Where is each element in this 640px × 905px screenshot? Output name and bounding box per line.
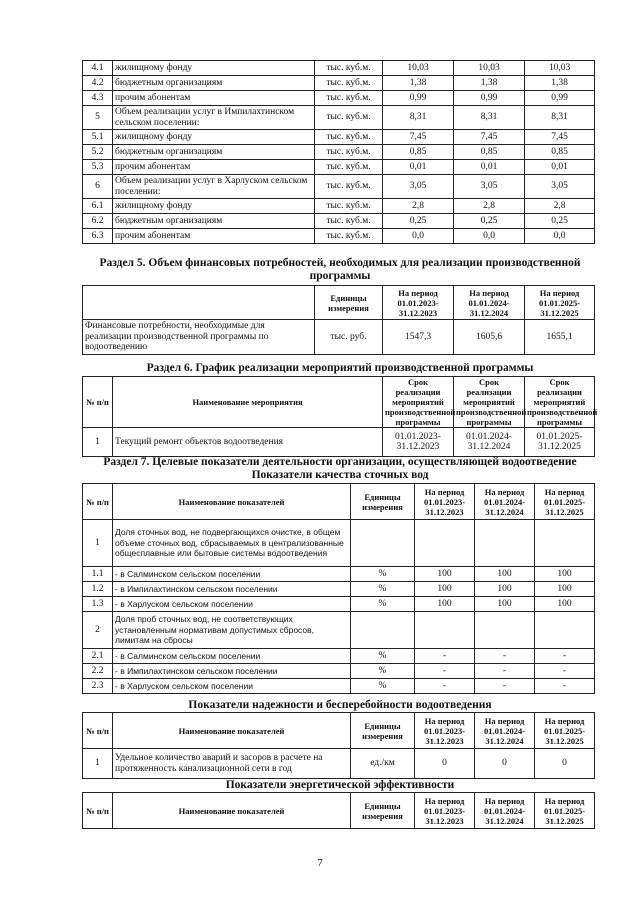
row-no: 1 bbox=[83, 749, 113, 779]
row-value-2024: 0,85 bbox=[454, 145, 525, 160]
row-value-2025: 8,31 bbox=[525, 106, 595, 130]
page-number: 7 bbox=[317, 857, 323, 869]
row-name: Объем реализации услуг в Харлуском сельском поселении: bbox=[113, 175, 315, 199]
row-no: 5.3 bbox=[83, 160, 113, 175]
table-row bbox=[83, 130, 595, 145]
row-value-2024: 100 bbox=[475, 582, 535, 597]
table-row bbox=[83, 106, 595, 130]
period-2025-header: На период 01.01.2025-31.12.2025 bbox=[535, 713, 595, 749]
term-header-3: Срок реализации мероприятий производственной программы bbox=[525, 377, 595, 428]
row-term-2023: 01.01.2023-31.12.2023 bbox=[383, 428, 454, 457]
row-name: - в Импилахтинском сельском поселении bbox=[113, 582, 351, 597]
row-no: 4.1 bbox=[83, 61, 113, 76]
row-value-2023: - bbox=[415, 649, 475, 664]
row-value-2024: - bbox=[475, 649, 535, 664]
row-value-2025: 0 bbox=[535, 749, 595, 779]
row-value-2023: 1547,3 bbox=[383, 320, 454, 355]
row-value-2025: - bbox=[535, 649, 595, 664]
period-2024-header: На период 01.01.2024-31.12.2024 bbox=[475, 713, 535, 749]
row-no: 6.3 bbox=[83, 229, 113, 244]
row-value-2024: - bbox=[475, 664, 535, 679]
period-2025-header: На период 01.01.2025-31.12.2025 bbox=[535, 793, 595, 829]
row-name: - в Салминском сельском поселении bbox=[113, 649, 351, 664]
row-no: 6.2 bbox=[83, 214, 113, 229]
row-value-2023: 100 bbox=[415, 567, 475, 582]
table-row bbox=[83, 175, 595, 199]
row-unit: тыс. куб.м. bbox=[315, 130, 383, 145]
row-no: 5 bbox=[83, 106, 113, 130]
unit-header: Единицы измерения bbox=[315, 286, 383, 320]
period-2023-header: На период 01.01.2023-31.12.2023 bbox=[415, 484, 475, 520]
no-header: № п/п bbox=[83, 377, 113, 428]
row-no: 2.2 bbox=[83, 664, 113, 679]
row-name: - в Импилахтинском сельском поселении bbox=[113, 664, 351, 679]
row-unit: тыс. куб.м. bbox=[315, 160, 383, 175]
row-value-2025: 0,85 bbox=[525, 145, 595, 160]
row-value-2025 bbox=[535, 520, 595, 567]
row-name: прочим абонентам bbox=[113, 229, 315, 244]
period-2023-header: На период 01.01.2023-31.12.2023 bbox=[415, 793, 475, 829]
row-value-2023: 0,0 bbox=[383, 229, 454, 244]
section6-table bbox=[82, 376, 598, 457]
table-row bbox=[83, 229, 595, 244]
row-value-2023: 1,38 bbox=[383, 76, 454, 91]
table-row bbox=[83, 567, 595, 582]
row-term-2025: 01.01.2025-31.12.2025 bbox=[525, 428, 595, 457]
row-name: Текущий ремонт объектов водоотведения bbox=[113, 428, 383, 457]
row-name: жилищному фонду bbox=[113, 130, 315, 145]
row-value-2024: 1,38 bbox=[454, 76, 525, 91]
row-no: 5.2 bbox=[83, 145, 113, 160]
row-value-2025: - bbox=[535, 679, 595, 694]
indicator-name-header: Наименование показателей bbox=[113, 484, 351, 520]
row-unit: % bbox=[351, 664, 415, 679]
volume-table bbox=[82, 60, 595, 244]
section6-title: Раздел 6. График реализации мероприятий производственной программы bbox=[146, 362, 534, 374]
row-unit: тыс. куб.м. bbox=[315, 214, 383, 229]
row-value-2023: 0 bbox=[415, 749, 475, 779]
unit-header: Единицы измерения bbox=[351, 713, 415, 749]
row-no: 1.1 bbox=[83, 567, 113, 582]
row-value-2024: 8,31 bbox=[454, 106, 525, 130]
row-value-2025 bbox=[535, 612, 595, 649]
row-name: - в Харлуском сельском поселении bbox=[113, 679, 351, 694]
row-value-2025: - bbox=[535, 664, 595, 679]
row-value-2025: 1655,1 bbox=[525, 320, 595, 355]
row-no: 4.3 bbox=[83, 91, 113, 106]
period-2024-header: На период 01.01.2024-31.12.2024 bbox=[475, 484, 535, 520]
row-value-2024: 0,25 bbox=[454, 214, 525, 229]
row-value-2024: 100 bbox=[475, 567, 535, 582]
row-unit: тыс. куб.м. bbox=[315, 106, 383, 130]
row-unit: тыс. куб.м. bbox=[315, 175, 383, 199]
row-name: бюджетным организациям bbox=[113, 214, 315, 229]
row-no: 2.1 bbox=[83, 649, 113, 664]
row-name: прочим абонентам bbox=[113, 91, 315, 106]
table-row bbox=[83, 582, 595, 597]
table-row bbox=[83, 649, 595, 664]
table-row bbox=[83, 160, 595, 175]
row-value-2023: - bbox=[415, 664, 475, 679]
table-row bbox=[83, 612, 595, 649]
row-value-2025: 0,0 bbox=[525, 229, 595, 244]
row-value-2024: 2,8 bbox=[454, 199, 525, 214]
section5-title: Раздел 5. Объем финансовых потребностей, необходимых для реализации производственной программы bbox=[99, 257, 581, 282]
energy-subtitle: Показатели энергетической эффективности bbox=[225, 779, 455, 791]
reliability-table bbox=[82, 712, 595, 779]
row-unit: % bbox=[351, 649, 415, 664]
row-no: 1 bbox=[83, 428, 113, 457]
row-value-2024: - bbox=[475, 679, 535, 694]
row-no: 2 bbox=[83, 612, 113, 649]
period-2023-header: На период 01.01.2023-31.12.2023 bbox=[383, 286, 454, 320]
row-value-2024: 100 bbox=[475, 597, 535, 612]
table-row bbox=[83, 91, 595, 106]
row-unit: % bbox=[351, 597, 415, 612]
no-header: № п/п bbox=[83, 713, 113, 749]
row-value-2023: 7,45 bbox=[383, 130, 454, 145]
row-value-2024: 0,0 bbox=[454, 229, 525, 244]
row-value-2025: 0,01 bbox=[525, 160, 595, 175]
row-value-2023: 100 bbox=[415, 597, 475, 612]
table-row bbox=[83, 199, 595, 214]
table-row bbox=[83, 597, 595, 612]
row-no: 6 bbox=[83, 175, 113, 199]
row-value-2024: 10,03 bbox=[454, 61, 525, 76]
row-value-2024 bbox=[475, 520, 535, 567]
row-value-2024: 3,05 bbox=[454, 175, 525, 199]
row-name: Финансовые потребности, необходимые для реализации производственной программы по водоотведению bbox=[83, 320, 315, 355]
energy-table bbox=[82, 792, 595, 829]
period-2025-header: На период 01.01.2025-31.12.2025 bbox=[525, 286, 595, 320]
row-value-2023: 0,01 bbox=[383, 160, 454, 175]
row-term-2024: 01.01.2024-31.12.2024 bbox=[454, 428, 525, 457]
row-name: бюджетным организациям bbox=[113, 145, 315, 160]
term-header-1: Срок реализации мероприятий производственной программы bbox=[383, 377, 454, 428]
row-value-2025: 10,03 bbox=[525, 61, 595, 76]
row-name: - в Салминском сельском поселении bbox=[113, 567, 351, 582]
row-value-2025: 100 bbox=[535, 597, 595, 612]
row-value-2023: 3,05 bbox=[383, 175, 454, 199]
row-unit: ед./км bbox=[351, 749, 415, 779]
measure-name-header: Наименование мероприятия bbox=[113, 377, 383, 428]
row-value-2025: 0,99 bbox=[525, 91, 595, 106]
row-value-2024 bbox=[475, 612, 535, 649]
section5-table bbox=[82, 285, 595, 355]
row-no: 5.1 bbox=[83, 130, 113, 145]
no-header: № п/п bbox=[83, 484, 113, 520]
table-row bbox=[83, 76, 595, 91]
row-value-2025: 3,05 bbox=[525, 175, 595, 199]
table-row bbox=[83, 520, 595, 567]
row-name: бюджетным организациям bbox=[113, 76, 315, 91]
row-value-2024: 0 bbox=[475, 749, 535, 779]
row-value-2023: - bbox=[415, 679, 475, 694]
period-2025-header: На период 01.01.2025-31.12.2025 bbox=[535, 484, 595, 520]
row-value-2024: 0,99 bbox=[454, 91, 525, 106]
period-2023-header: На период 01.01.2023-31.12.2023 bbox=[415, 713, 475, 749]
row-name: - в Харлуском сельском поселении bbox=[113, 597, 351, 612]
table-row bbox=[83, 664, 595, 679]
row-value-2025: 7,45 bbox=[525, 130, 595, 145]
row-value-2025: 0,25 bbox=[525, 214, 595, 229]
row-no: 2.3 bbox=[83, 679, 113, 694]
row-unit: тыс. куб.м. bbox=[315, 199, 383, 214]
period-2024-header: На период 01.01.2024-31.12.2024 bbox=[454, 286, 525, 320]
table-row bbox=[83, 145, 595, 160]
row-name: жилищному фонду bbox=[113, 61, 315, 76]
row-unit: тыс. куб.м. bbox=[315, 76, 383, 91]
row-unit: тыс. куб.м. bbox=[315, 229, 383, 244]
row-value-2024: 0,01 bbox=[454, 160, 525, 175]
row-value-2023: 2,8 bbox=[383, 199, 454, 214]
row-value-2023: 0,25 bbox=[383, 214, 454, 229]
term-header-2: Срок реализации мероприятий производственной программы bbox=[454, 377, 525, 428]
row-value-2023: 0,85 bbox=[383, 145, 454, 160]
row-unit bbox=[351, 520, 415, 567]
row-value-2024: 7,45 bbox=[454, 130, 525, 145]
row-no: 1.2 bbox=[83, 582, 113, 597]
table-row bbox=[83, 214, 595, 229]
row-name: Объем реализации услуг в Импилахтинском сельском поселении: bbox=[113, 106, 315, 130]
row-value-2025: 1,38 bbox=[525, 76, 595, 91]
row-name: жилищному фонду bbox=[113, 199, 315, 214]
row-value-2023: 10,03 bbox=[383, 61, 454, 76]
row-name: Удельное количество аварий и засоров в расчете на протяженность канализационной сети в год bbox=[113, 749, 351, 779]
row-unit: % bbox=[351, 679, 415, 694]
row-unit: % bbox=[351, 567, 415, 582]
row-name: Доля сточных вод, не подвергающихся очистке, в общем объеме сточных вод, сбрасываемых в централизованные общесплавные или бытовые системы водоотведения bbox=[113, 520, 351, 567]
row-name: Доля проб сточных вод, не соответствующих установленным нормативам допустимых сбросов, лимитам на сбросы bbox=[113, 612, 351, 649]
no-header: № п/п bbox=[83, 793, 113, 829]
row-value-2024: 1605,6 bbox=[454, 320, 525, 355]
row-value-2025: 100 bbox=[535, 582, 595, 597]
indicator-name-header: Наименование показателей bbox=[113, 793, 351, 829]
row-value-2023: 100 bbox=[415, 582, 475, 597]
row-unit: тыс. куб.м. bbox=[315, 91, 383, 106]
table-row bbox=[83, 61, 595, 76]
unit-header: Единицы измерения bbox=[351, 484, 415, 520]
quality-table bbox=[82, 483, 595, 694]
header-row bbox=[83, 484, 595, 520]
row-value-2025: 100 bbox=[535, 567, 595, 582]
row-value-2025: 2,8 bbox=[525, 199, 595, 214]
row-value-2023: 0,99 bbox=[383, 91, 454, 106]
section7-title: Раздел 7. Целевые показатели деятельности организации, осуществляющей водоотведение Показатели качества сточных вод bbox=[103, 456, 577, 481]
row-unit: тыс. руб. bbox=[315, 320, 383, 355]
empty-header-cell bbox=[83, 286, 315, 320]
row-no: 6.1 bbox=[83, 199, 113, 214]
row-unit: тыс. куб.м. bbox=[315, 145, 383, 160]
period-2024-header: На период 01.01.2024-31.12.2024 bbox=[475, 793, 535, 829]
row-unit: % bbox=[351, 582, 415, 597]
row-unit bbox=[351, 612, 415, 649]
indicator-name-header: Наименование показателей bbox=[113, 713, 351, 749]
row-unit: тыс. куб.м. bbox=[315, 61, 383, 76]
row-name: прочим абонентам bbox=[113, 160, 315, 175]
row-value-2023: 8,31 bbox=[383, 106, 454, 130]
table-row bbox=[83, 679, 595, 694]
row-no: 1 bbox=[83, 520, 113, 567]
reliability-subtitle: Показатели надежности и бесперебойности водоотведения bbox=[188, 699, 492, 711]
row-value-2023 bbox=[415, 520, 475, 567]
unit-header: Единицы измерения bbox=[351, 793, 415, 829]
row-no: 1.3 bbox=[83, 597, 113, 612]
row-value-2023 bbox=[415, 612, 475, 649]
row-no: 4.2 bbox=[83, 76, 113, 91]
